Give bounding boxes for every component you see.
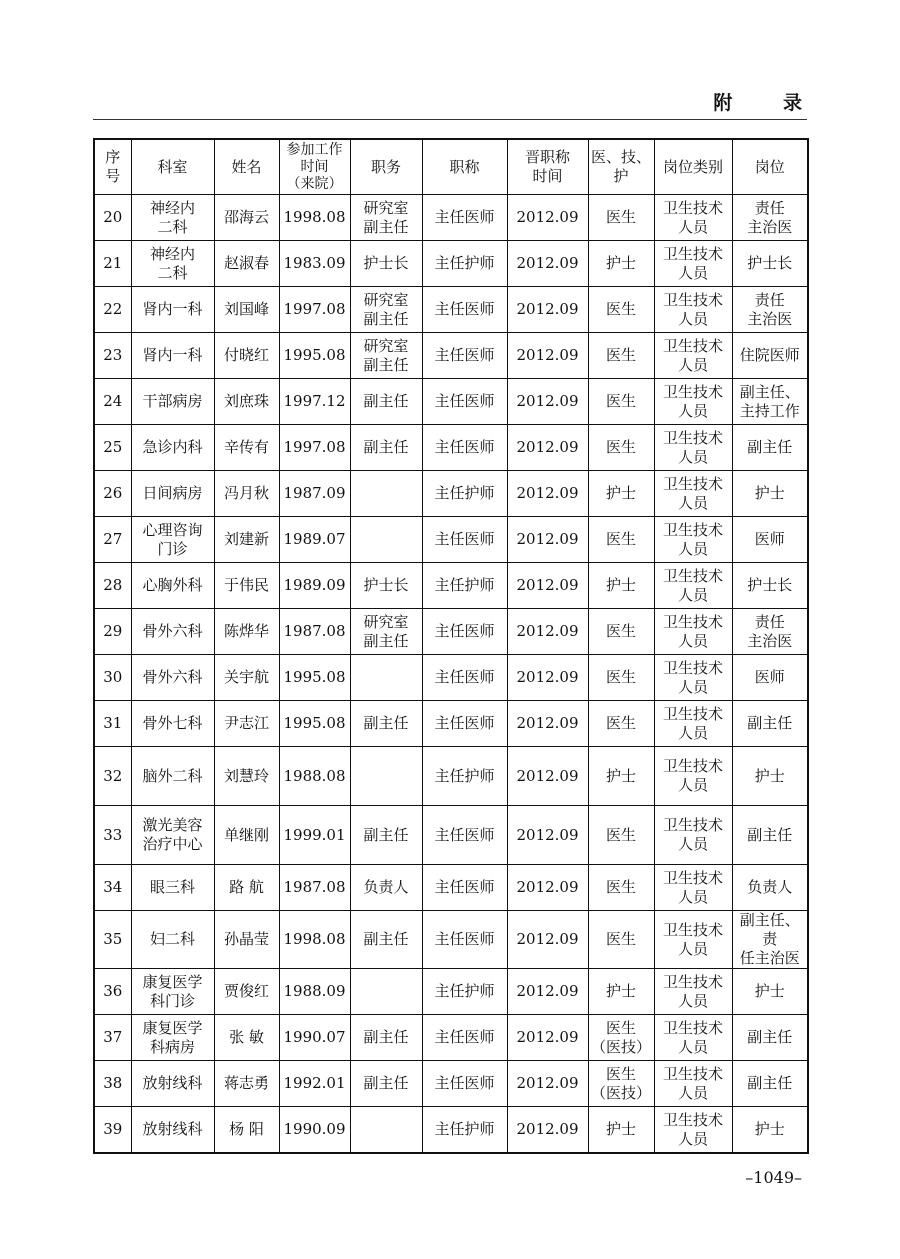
table-cell: 医生	[588, 517, 654, 563]
table-body	[94, 195, 808, 1154]
column-header: 职务	[350, 139, 422, 195]
table-row	[94, 1015, 808, 1061]
table-cell: 关宇航	[214, 655, 279, 701]
table-cell: 急诊内科	[131, 425, 214, 471]
table-cell: 研究室 副主任	[350, 609, 422, 655]
page-header-title: 附 录	[713, 92, 824, 114]
table-cell: 医生	[588, 287, 654, 333]
table-cell: 37	[94, 1015, 131, 1061]
table-cell: 24	[94, 379, 131, 425]
table-cell: 2012.09	[507, 517, 588, 563]
table-cell: 2012.09	[507, 1015, 588, 1061]
table-cell: 责任 主治医	[732, 287, 808, 333]
table-cell: 肾内一科	[131, 287, 214, 333]
table-cell: 医生	[588, 865, 654, 911]
table-cell: 骨外七科	[131, 701, 214, 747]
table-cell: 护士	[588, 747, 654, 806]
table-cell: 卫生技术 人员	[654, 911, 732, 969]
table-row	[94, 563, 808, 609]
table-cell: 主任护师	[422, 241, 507, 287]
table-cell: 妇二科	[131, 911, 214, 969]
column-header: 序 号	[94, 139, 131, 195]
table-cell: 卫生技术 人员	[654, 471, 732, 517]
table-cell: 贾俊红	[214, 969, 279, 1015]
table-cell	[350, 517, 422, 563]
table-cell: 主任医师	[422, 865, 507, 911]
table-cell: 医生 （医技）	[588, 1061, 654, 1107]
table-cell: 主任医师	[422, 1015, 507, 1061]
table-cell	[350, 1107, 422, 1154]
table-cell: 1999.01	[279, 806, 350, 865]
table-cell: 负责人	[350, 865, 422, 911]
table-cell: 卫生技术 人员	[654, 969, 732, 1015]
table-row	[94, 195, 808, 241]
table-cell	[350, 655, 422, 701]
column-header: 科室	[131, 139, 214, 195]
table-cell: 责任 主治医	[732, 195, 808, 241]
header-rule	[93, 119, 807, 120]
table-cell: 副主任	[732, 1015, 808, 1061]
table-cell: 35	[94, 911, 131, 969]
table-cell: 副主任	[732, 1061, 808, 1107]
table-cell: 护士长	[732, 563, 808, 609]
table-cell: 副主任、责 任主治医	[732, 911, 808, 969]
table-cell: 1997.12	[279, 379, 350, 425]
table-cell: 39	[94, 1107, 131, 1154]
table-cell: 放射线科	[131, 1061, 214, 1107]
table-cell: 卫生技术 人员	[654, 287, 732, 333]
table-row	[94, 911, 808, 969]
table-cell: 1997.08	[279, 287, 350, 333]
table-cell: 住院医师	[732, 333, 808, 379]
table-cell: 刘庶珠	[214, 379, 279, 425]
table-cell: 护士长	[732, 241, 808, 287]
table-row	[94, 747, 808, 806]
table-cell: 副主任	[732, 425, 808, 471]
table-cell: 2012.09	[507, 865, 588, 911]
table-cell: 1983.09	[279, 241, 350, 287]
table-cell: 负责人	[732, 865, 808, 911]
table-row	[94, 655, 808, 701]
table-cell: 1997.08	[279, 425, 350, 471]
table-row	[94, 609, 808, 655]
table-cell: 尹志江	[214, 701, 279, 747]
table-cell: 2012.09	[507, 195, 588, 241]
table-row	[94, 865, 808, 911]
table-cell: 20	[94, 195, 131, 241]
table-cell: 2012.09	[507, 806, 588, 865]
table-cell: 护士	[588, 471, 654, 517]
table-cell: 1987.08	[279, 609, 350, 655]
table-cell: 护士	[588, 563, 654, 609]
table-cell: 神经内 二科	[131, 195, 214, 241]
table-row	[94, 333, 808, 379]
table-cell: 单继刚	[214, 806, 279, 865]
table-cell: 卫生技术 人员	[654, 425, 732, 471]
table-cell: 27	[94, 517, 131, 563]
table-cell: 主任医师	[422, 333, 507, 379]
table-cell: 2012.09	[507, 609, 588, 655]
table-cell: 医生	[588, 379, 654, 425]
table-cell: 骨外六科	[131, 655, 214, 701]
table-cell: 卫生技术 人员	[654, 379, 732, 425]
table-row	[94, 425, 808, 471]
column-header: 职称	[422, 139, 507, 195]
table-cell: 神经内 二科	[131, 241, 214, 287]
table-cell: 卫生技术 人员	[654, 1015, 732, 1061]
table-cell: 邵海云	[214, 195, 279, 241]
column-header: 晋职称 时间	[507, 139, 588, 195]
table-cell: 2012.09	[507, 287, 588, 333]
table-cell: 1998.08	[279, 195, 350, 241]
table-cell: 研究室 副主任	[350, 287, 422, 333]
column-header: 岗位	[732, 139, 808, 195]
table-cell: 21	[94, 241, 131, 287]
table-cell: 主任医师	[422, 609, 507, 655]
table-cell	[350, 471, 422, 517]
column-header: 参加工作 时间 （来院）	[279, 139, 350, 195]
table-cell: 主任医师	[422, 287, 507, 333]
table-cell: 28	[94, 563, 131, 609]
table-cell: 刘建新	[214, 517, 279, 563]
table-cell: 38	[94, 1061, 131, 1107]
table-cell: 1992.01	[279, 1061, 350, 1107]
table-cell: 研究室 副主任	[350, 195, 422, 241]
table-cell: 卫生技术 人员	[654, 333, 732, 379]
table-cell: 卫生技术 人员	[654, 517, 732, 563]
table-cell: 主任医师	[422, 425, 507, 471]
table-cell: 副主任	[350, 911, 422, 969]
table-cell: 眼三科	[131, 865, 214, 911]
table-cell: 医生	[588, 609, 654, 655]
table-cell: 主任护师	[422, 563, 507, 609]
table-row	[94, 379, 808, 425]
table-cell: 护士	[588, 1107, 654, 1154]
table-cell: 刘慧玲	[214, 747, 279, 806]
table-cell: 30	[94, 655, 131, 701]
page-number: –1049–	[745, 1168, 802, 1187]
table-cell: 卫生技术 人员	[654, 655, 732, 701]
table-cell: 护士长	[350, 563, 422, 609]
table-cell: 医生	[588, 806, 654, 865]
table-cell: 31	[94, 701, 131, 747]
staff-table	[93, 138, 809, 1154]
table-row	[94, 1061, 808, 1107]
table-cell: 主任护师	[422, 969, 507, 1015]
table-cell: 心理咨询 门诊	[131, 517, 214, 563]
table-cell: 赵淑春	[214, 241, 279, 287]
table-cell: 副主任	[350, 701, 422, 747]
table-cell: 2012.09	[507, 563, 588, 609]
table-cell: 付晓红	[214, 333, 279, 379]
table-cell: 1989.09	[279, 563, 350, 609]
table-row	[94, 701, 808, 747]
table-cell: 1989.07	[279, 517, 350, 563]
table-row	[94, 806, 808, 865]
table-cell: 放射线科	[131, 1107, 214, 1154]
table-cell: 护士	[732, 1107, 808, 1154]
table-cell: 激光美容 治疗中心	[131, 806, 214, 865]
table-cell: 张 敏	[214, 1015, 279, 1061]
table-cell: 医师	[732, 517, 808, 563]
column-header: 医、技、 护	[588, 139, 654, 195]
table-cell: 护士	[732, 471, 808, 517]
column-header: 姓名	[214, 139, 279, 195]
table-cell: 1990.07	[279, 1015, 350, 1061]
table-cell: 26	[94, 471, 131, 517]
table-cell: 1995.08	[279, 701, 350, 747]
table-cell: 1987.09	[279, 471, 350, 517]
table-cell: 康复医学 科病房	[131, 1015, 214, 1061]
table-cell: 1990.09	[279, 1107, 350, 1154]
table-cell: 心胸外科	[131, 563, 214, 609]
table-cell: 蒋志勇	[214, 1061, 279, 1107]
table-cell: 医生	[588, 333, 654, 379]
table-cell: 护士	[732, 969, 808, 1015]
table-cell: 卫生技术 人员	[654, 563, 732, 609]
table-cell: 卫生技术 人员	[654, 241, 732, 287]
table-cell: 1995.08	[279, 655, 350, 701]
table-cell: 医生 （医技）	[588, 1015, 654, 1061]
table-cell: 骨外六科	[131, 609, 214, 655]
table-cell: 医生	[588, 195, 654, 241]
table-cell: 卫生技术 人员	[654, 865, 732, 911]
table-cell: 辛传有	[214, 425, 279, 471]
table-cell: 副主任	[732, 806, 808, 865]
table-cell: 医生	[588, 911, 654, 969]
table-row	[94, 287, 808, 333]
table-row	[94, 517, 808, 563]
table-cell: 2012.09	[507, 379, 588, 425]
table-cell: 副主任	[350, 1015, 422, 1061]
table-cell: 2012.09	[507, 969, 588, 1015]
table-cell: 医生	[588, 655, 654, 701]
table-row	[94, 241, 808, 287]
table-cell: 主任医师	[422, 1061, 507, 1107]
table-cell: 主任医师	[422, 379, 507, 425]
table-cell: 副主任	[350, 425, 422, 471]
table-cell: 责任 主治医	[732, 609, 808, 655]
table-cell: 主任医师	[422, 806, 507, 865]
table-cell: 主任医师	[422, 655, 507, 701]
table-cell: 主任医师	[422, 517, 507, 563]
table-cell: 主任医师	[422, 911, 507, 969]
table-cell: 卫生技术 人员	[654, 806, 732, 865]
table-cell: 2012.09	[507, 241, 588, 287]
table-cell: 于伟民	[214, 563, 279, 609]
table-cell	[350, 747, 422, 806]
table-cell: 护士长	[350, 241, 422, 287]
table-cell: 副主任	[732, 701, 808, 747]
table-cell: 25	[94, 425, 131, 471]
table-cell: 肾内一科	[131, 333, 214, 379]
table-cell	[350, 969, 422, 1015]
table-row	[94, 969, 808, 1015]
table-cell: 23	[94, 333, 131, 379]
table-cell: 陈烨华	[214, 609, 279, 655]
table-cell: 2012.09	[507, 701, 588, 747]
table-cell: 干部病房	[131, 379, 214, 425]
table-cell: 2012.09	[507, 333, 588, 379]
table-cell: 刘国峰	[214, 287, 279, 333]
table-cell: 29	[94, 609, 131, 655]
table-cell: 22	[94, 287, 131, 333]
table-cell: 32	[94, 747, 131, 806]
table-cell: 1995.08	[279, 333, 350, 379]
table-cell: 2012.09	[507, 1061, 588, 1107]
table-cell: 1988.08	[279, 747, 350, 806]
table-cell: 2012.09	[507, 1107, 588, 1154]
table-cell: 主任医师	[422, 701, 507, 747]
table-cell: 护士	[732, 747, 808, 806]
table-cell: 孙晶莹	[214, 911, 279, 969]
table-row	[94, 1107, 808, 1154]
table-cell: 36	[94, 969, 131, 1015]
table-cell: 杨 阳	[214, 1107, 279, 1154]
table-cell: 脑外二科	[131, 747, 214, 806]
table-cell: 主任医师	[422, 195, 507, 241]
table-cell: 1988.09	[279, 969, 350, 1015]
table-cell: 1987.08	[279, 865, 350, 911]
table-cell: 2012.09	[507, 911, 588, 969]
table-cell: 卫生技术 人员	[654, 747, 732, 806]
table-cell: 研究室 副主任	[350, 333, 422, 379]
table-cell: 副主任	[350, 806, 422, 865]
table-cell: 路 航	[214, 865, 279, 911]
table-cell: 护士	[588, 241, 654, 287]
table-cell: 2012.09	[507, 655, 588, 701]
table-cell: 卫生技术 人员	[654, 195, 732, 241]
table-cell: 主任护师	[422, 471, 507, 517]
column-header: 岗位类别	[654, 139, 732, 195]
table-cell: 2012.09	[507, 471, 588, 517]
table-cell: 医生	[588, 425, 654, 471]
table-cell: 护士	[588, 969, 654, 1015]
table-cell: 副主任、 主持工作	[732, 379, 808, 425]
table-cell: 主任护师	[422, 747, 507, 806]
table-cell: 34	[94, 865, 131, 911]
table-cell: 2012.09	[507, 747, 588, 806]
table-cell: 康复医学 科门诊	[131, 969, 214, 1015]
table-cell: 卫生技术 人员	[654, 1107, 732, 1154]
table-cell: 医生	[588, 701, 654, 747]
table-cell: 33	[94, 806, 131, 865]
table-cell: 副主任	[350, 1061, 422, 1107]
table-cell: 2012.09	[507, 425, 588, 471]
table-cell: 卫生技术 人员	[654, 1061, 732, 1107]
table-cell: 副主任	[350, 379, 422, 425]
table-cell: 卫生技术 人员	[654, 701, 732, 747]
table-cell: 医师	[732, 655, 808, 701]
table-cell: 1998.08	[279, 911, 350, 969]
table-cell: 卫生技术 人员	[654, 609, 732, 655]
table-header-row	[94, 139, 808, 195]
table-cell: 冯月秋	[214, 471, 279, 517]
table-row	[94, 471, 808, 517]
table-cell: 日间病房	[131, 471, 214, 517]
table-cell: 主任护师	[422, 1107, 507, 1154]
